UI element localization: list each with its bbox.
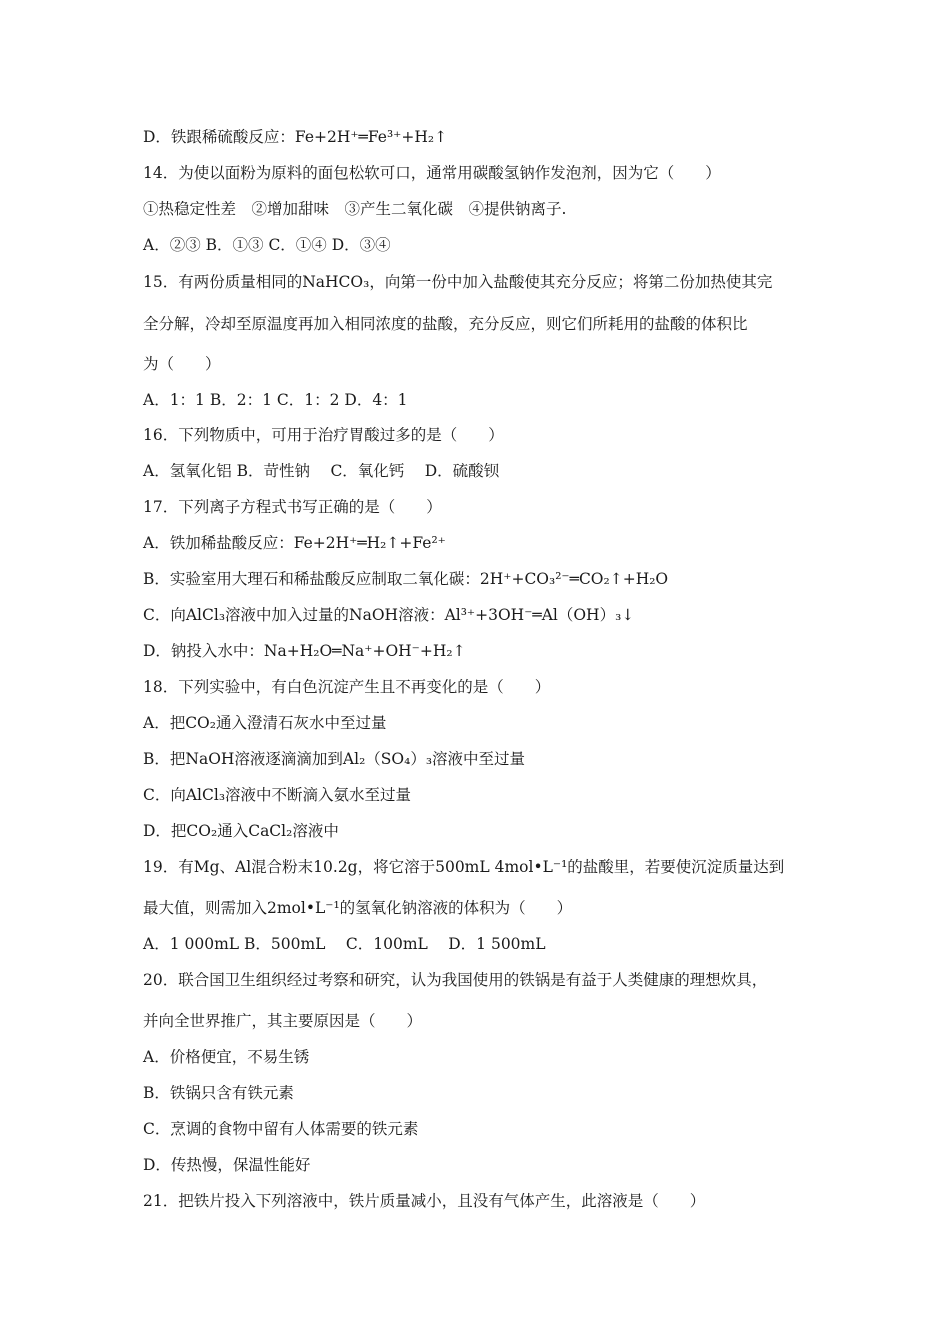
q16-options: A．氢氧化铝 B．苛性钠 C．氧化钙 D．硫酸钡 [143,462,500,480]
q20-option-d: D．传热慢，保温性能好 [143,1156,311,1174]
q17-stem: 17．下列离子方程式书写正确的是（ ） [143,498,442,516]
q13-option-d: D．铁跟稀硫酸反应：Fe+2H⁺═Fe³⁺+H₂↑ [143,128,448,146]
q21-stem: 21．把铁片投入下列溶液中，铁片质量减小，且没有气体产生，此溶液是（ ） [143,1192,706,1210]
q19-stem-line1: 19．有Mg、Al混合粉末10.2g，将它溶于500mL 4mol•L⁻¹的盐酸里，若要使沉淀质量达到 [143,858,785,876]
q18-stem: 18．下列实验中，有白色沉淀产生且不再变化的是（ ） [143,678,551,696]
q18-option-b: B．把NaOH溶液逐滴滴加到Al₂（SO₄）₃溶液中至过量 [143,750,526,768]
q18-option-a: A．把CO₂通入澄清石灰水中至过量 [143,714,387,732]
q15-stem-line1: 15．有两份质量相同的NaHCO₃，向第一份中加入盐酸使其充分反应；将第二份加热使其完 [143,273,773,291]
q14-statements: ①热稳定性差 ②增加甜味 ③产生二氧化碳 ④提供钠离子. [143,200,567,218]
q15-options: A．1：1 B．2：1 C．1：2 D．4：1 [143,391,408,409]
q17-option-a: A．铁加稀盐酸反应：Fe+2H⁺═H₂↑+Fe²⁺ [143,534,446,552]
q14-stem: 14．为使以面粉为原料的面包松软可口，通常用碳酸氢钠作发泡剂，因为它（ ） [143,164,721,182]
q20-option-c: C．烹调的食物中留有人体需要的铁元素 [143,1120,419,1138]
q14-options: A．②③ B．①③ C．①④ D．③④ [143,236,391,254]
q18-option-d: D．把CO₂通入CaCl₂溶液中 [143,822,339,840]
q17-option-b: B．实验室用大理石和稀盐酸反应制取二氧化碳：2H⁺+CO₃²⁻═CO₂↑+H₂O [143,570,669,588]
q17-option-d: D．钠投入水中：Na+H₂O═Na⁺+OH⁻+H₂↑ [143,642,466,660]
q15-stem-line2: 全分解，冷却至原温度再加入相同浓度的盐酸，充分反应，则它们所耗用的盐酸的体积比 [143,315,748,333]
q17-option-c: C．向AlCl₃溶液中加入过量的NaOH溶液：Al³⁺+3OH⁻═Al（OH）₃↓ [143,606,635,624]
q20-stem-line2: 并向全世界推广，其主要原因是（ ） [143,1012,423,1030]
q19-options: A．1 000mL B．500mL C．100mL D．1 500mL [143,935,546,953]
q19-stem-line2: 最大值，则需加入2mol•L⁻¹的氢氧化钠溶液的体积为（ ） [143,899,573,917]
q20-option-b: B．铁锅只含有铁元素 [143,1084,294,1102]
q18-option-c: C．向AlCl₃溶液中不断滴入氨水至过量 [143,786,412,804]
q15-stem-line3: 为（ ） [143,355,221,373]
q20-stem-line1: 20．联合国卫生组织经过考察和研究，认为我国使用的铁锅是有益于人类健康的理想炊具， [143,971,768,989]
q20-option-a: A．价格便宜，不易生锈 [143,1048,310,1066]
q16-stem: 16．下列物质中，可用于治疗胃酸过多的是（ ） [143,426,504,444]
